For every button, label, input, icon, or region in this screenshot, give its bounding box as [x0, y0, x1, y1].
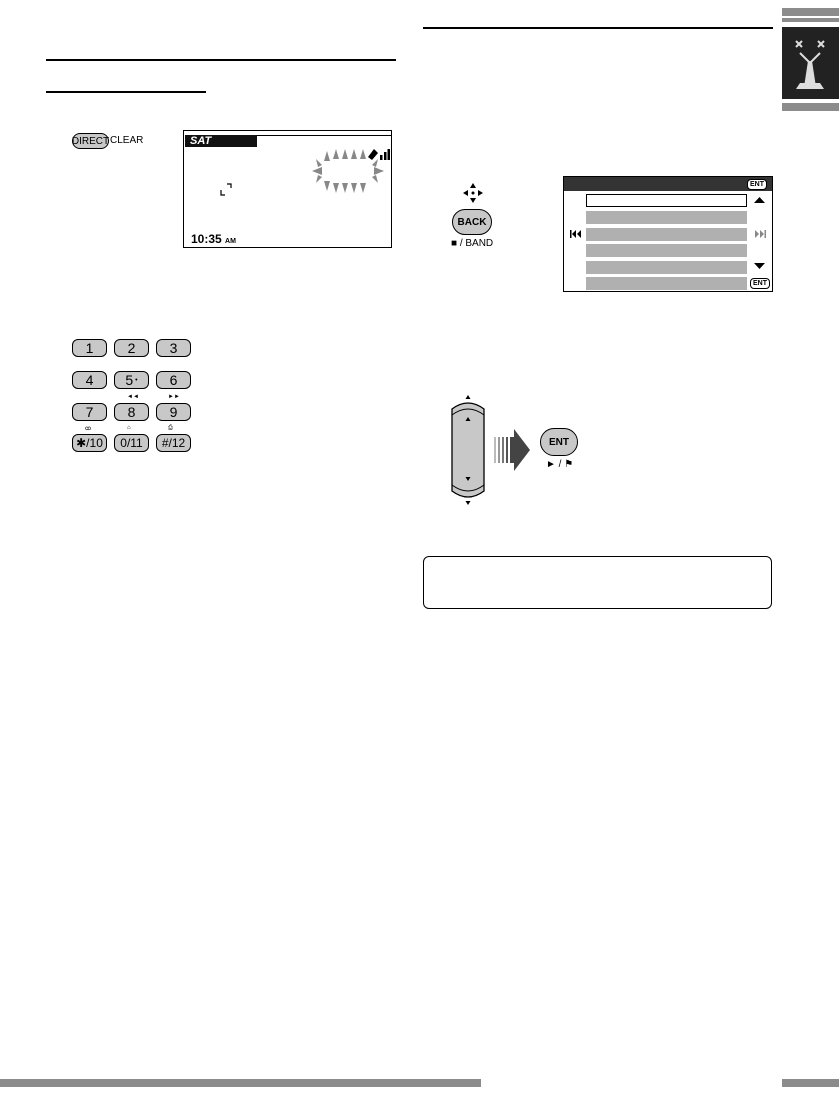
top-right-bar-2 — [782, 18, 839, 22]
heading-rule — [46, 59, 396, 61]
key-8-label: 8 — [127, 404, 136, 420]
clear-label: CLEAR — [110, 135, 144, 146]
list-row[interactable] — [586, 277, 747, 290]
scroll-up-icon[interactable] — [754, 197, 765, 203]
antenna-icon — [782, 27, 839, 99]
key-4[interactable] — [72, 371, 107, 389]
list-ent-bottom: ENT — [750, 278, 770, 289]
list-display — [563, 176, 773, 292]
key-9-label: 9 — [169, 404, 178, 420]
key-5[interactable] — [114, 371, 149, 389]
key-10[interactable] — [72, 434, 107, 452]
list-row[interactable] — [586, 211, 747, 224]
band-indicator: SAT — [185, 135, 257, 147]
scroll-down-icon[interactable] — [754, 263, 765, 269]
key-7-label: 7 — [85, 404, 94, 420]
key-10-above: ꝏ — [85, 426, 92, 432]
key-1[interactable] — [72, 339, 107, 357]
key-7[interactable] — [72, 403, 107, 421]
cursor-bracket-icon — [220, 183, 232, 197]
direct-button-label: DIRECT — [71, 135, 110, 147]
back-button-label: BACK — [457, 216, 487, 228]
key-10-label: ✱/10 — [76, 436, 103, 450]
top-right-bar-1 — [782, 8, 839, 16]
directional-pad-icon[interactable] — [462, 182, 484, 204]
key-11-label: 0/11 — [120, 436, 143, 450]
key-2[interactable] — [114, 339, 149, 357]
list-header — [564, 177, 772, 191]
skip-back-icon[interactable] — [570, 230, 582, 238]
clock-time: 10:35 — [191, 232, 222, 246]
note-box — [423, 556, 772, 609]
section-tab — [782, 27, 839, 99]
key-8[interactable] — [114, 403, 149, 421]
tab-bottom-bar — [782, 103, 839, 111]
list-row-selected[interactable] — [586, 194, 747, 207]
key-8-above: ◄◄ — [127, 394, 139, 400]
control-dial-icon[interactable] — [450, 395, 486, 505]
signal-icon — [366, 147, 390, 161]
back-button[interactable] — [452, 209, 492, 235]
key-12-label: #/12 — [161, 436, 186, 450]
key-3-label: 3 — [169, 340, 178, 356]
key-9[interactable] — [156, 403, 191, 421]
band-line — [257, 135, 391, 136]
skip-forward-icon[interactable] — [754, 230, 766, 238]
key-12[interactable] — [156, 434, 191, 452]
key-2-label: 2 — [127, 340, 136, 356]
key-5-label: 5 — [125, 372, 134, 388]
arrow-right-icon — [494, 429, 530, 471]
key-4-label: 4 — [85, 372, 94, 388]
key-3[interactable] — [156, 339, 191, 357]
key-1-label: 1 — [85, 340, 94, 356]
key-5-mark: • — [135, 376, 138, 384]
list-row[interactable] — [586, 228, 747, 241]
key-9-above: ►► — [168, 394, 180, 400]
ent-button[interactable] — [540, 428, 578, 456]
key-6-label: 6 — [169, 372, 178, 388]
sat-display — [183, 130, 392, 248]
clock-ampm: AM — [225, 238, 236, 245]
key-12-above: ⎙ — [168, 425, 173, 431]
clock-display — [191, 232, 236, 246]
bottom-bar-right — [782, 1079, 839, 1087]
key-11-above: ⌂ — [127, 425, 131, 431]
band-button-label[interactable]: ■ / BAND — [451, 238, 494, 249]
ent-button-label: ENT — [549, 436, 569, 448]
play-pause-label: ► / ⚑ — [546, 459, 574, 470]
direct-button[interactable] — [72, 133, 109, 149]
subheading-rule — [46, 91, 206, 93]
list-ent-top: ENT — [747, 179, 767, 190]
list-row[interactable] — [586, 261, 747, 274]
key-6[interactable] — [156, 371, 191, 389]
key-11[interactable] — [114, 434, 149, 452]
bottom-bar-left — [0, 1079, 481, 1087]
right-heading-rule — [423, 27, 773, 29]
list-row[interactable] — [586, 244, 747, 257]
